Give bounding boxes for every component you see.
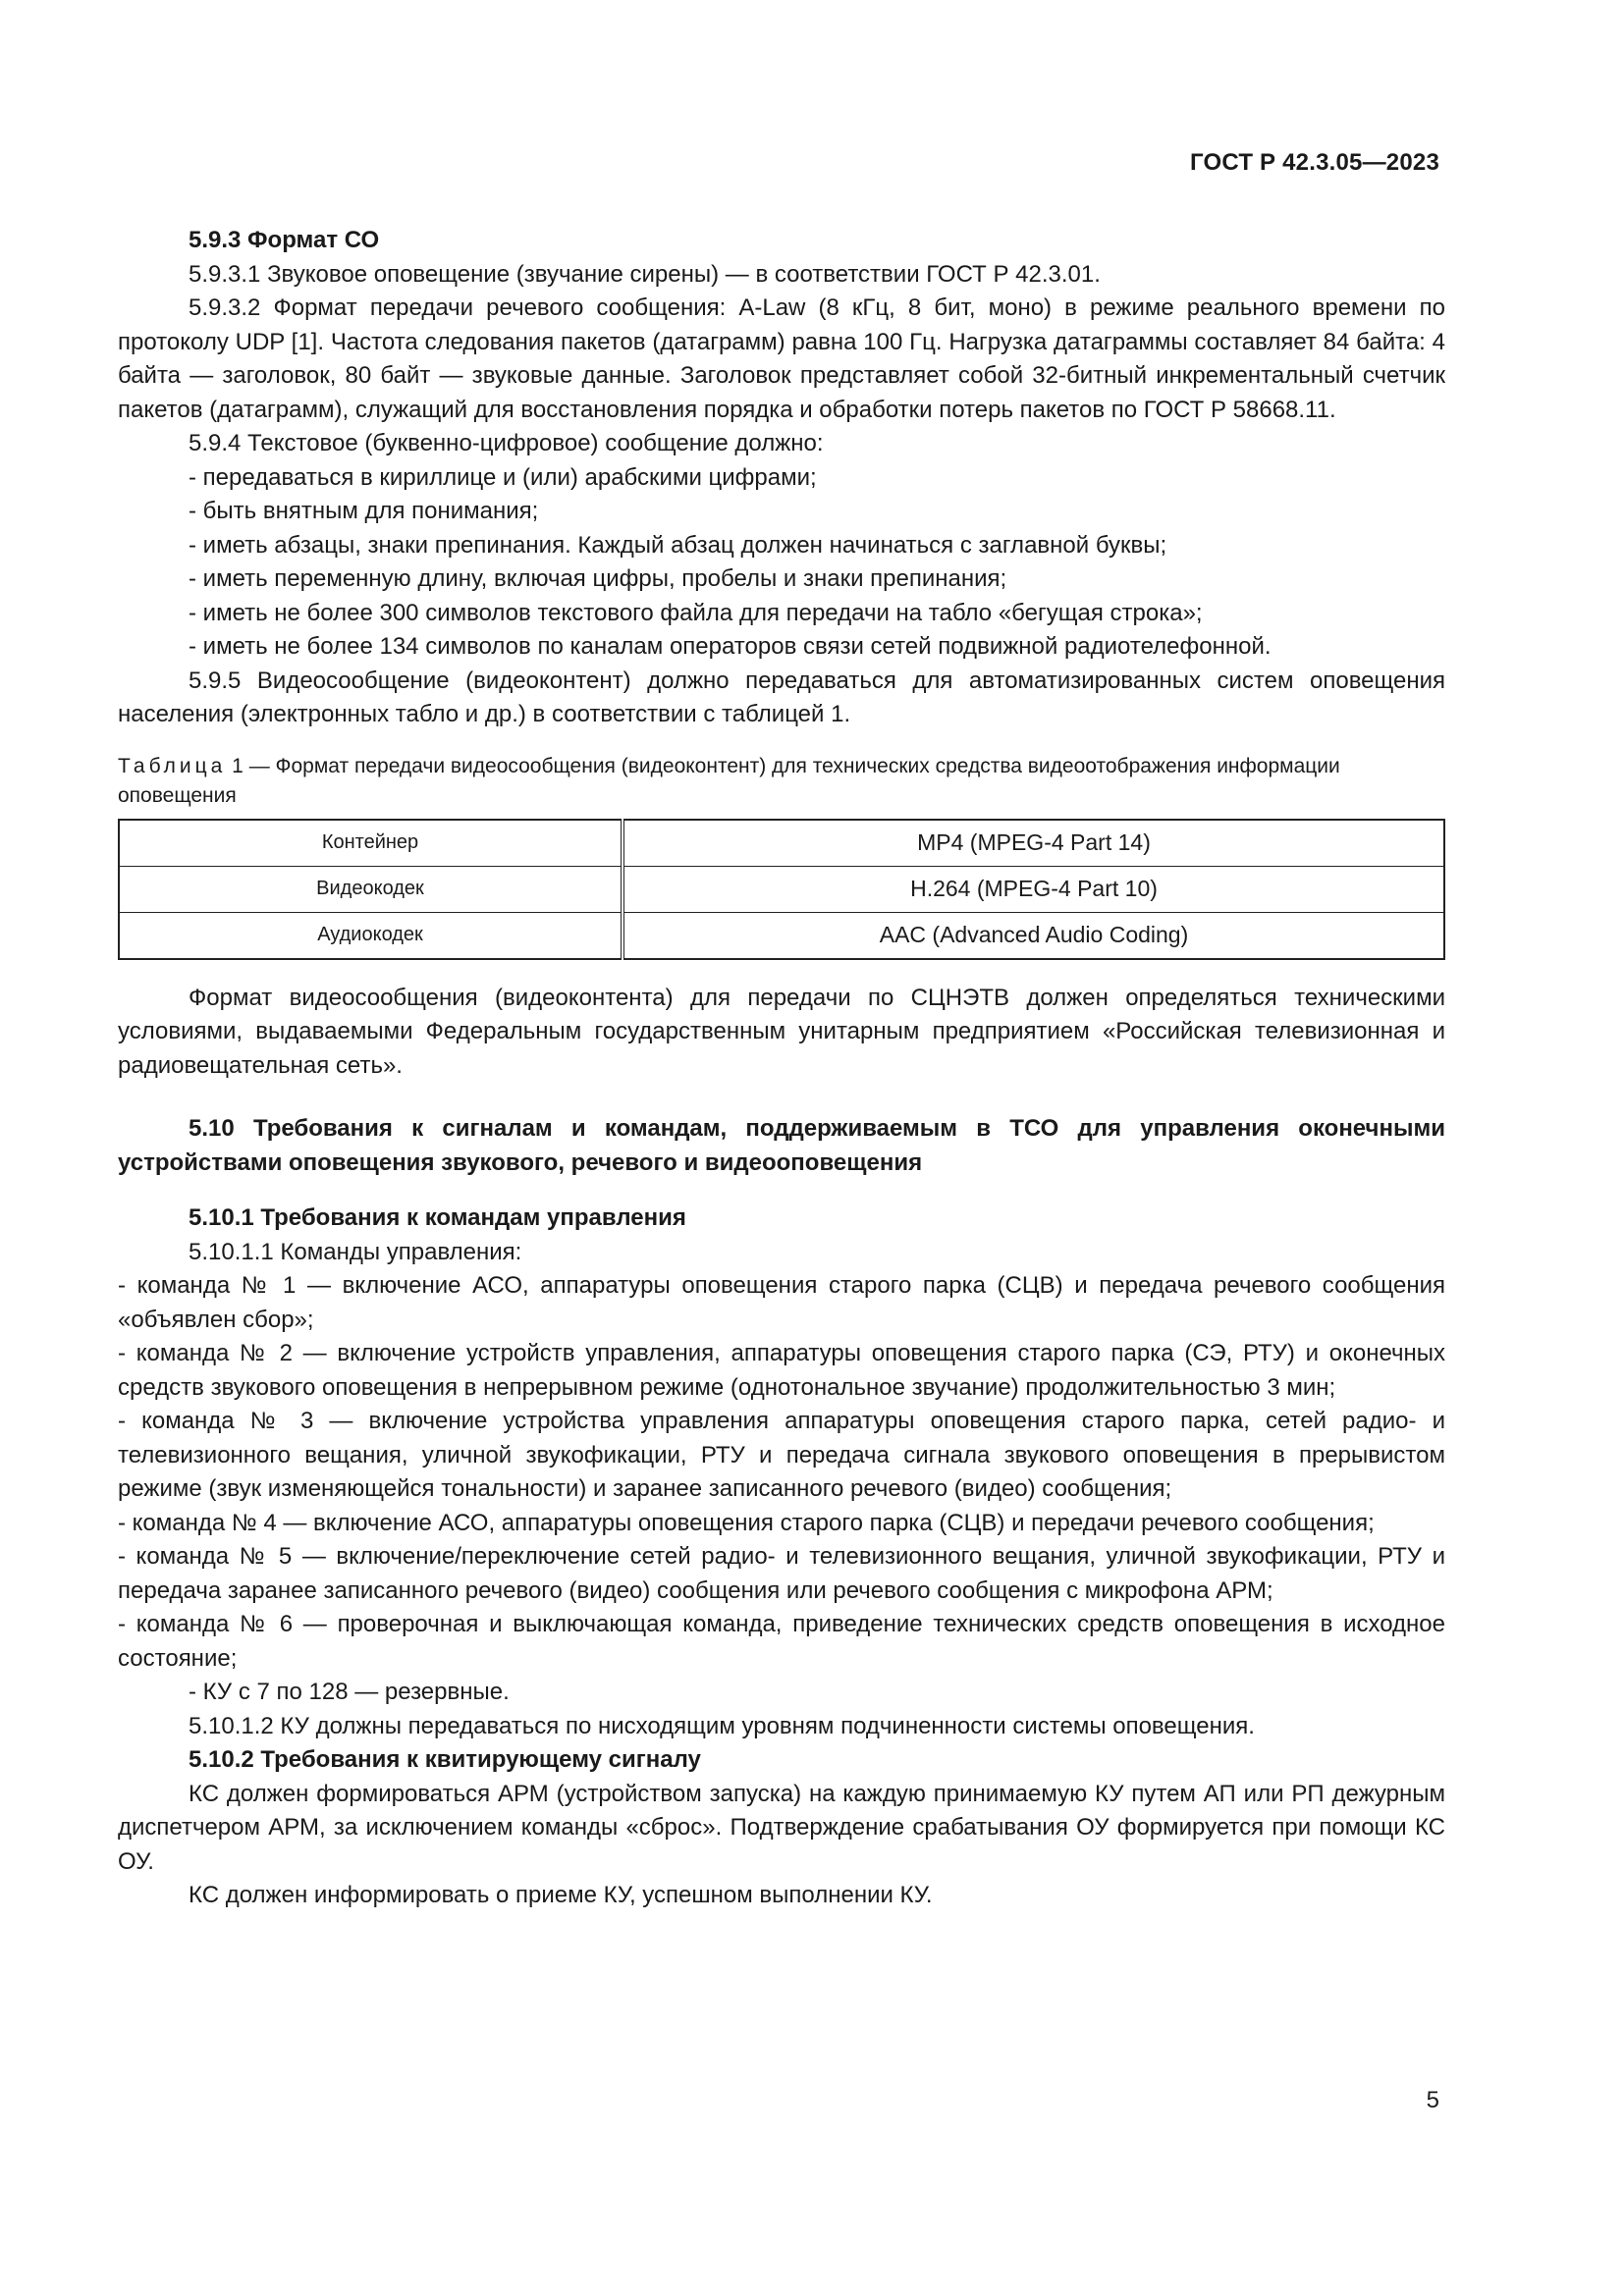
table-cell-key: Контейнер [119,820,623,867]
list-item: - иметь абзацы, знаки препинания. Каждый абзац должен начинаться с заглавной буквы; [189,531,1167,559]
paragraph-ks-1: КС должен формироваться АРМ (устройством запуска) на каждую принимаемую КУ путем АП или РП дежурным диспетчером АРМ, за исключением команды «сброс». Подтверждение срабатывания ОУ формируется при помощи КС ОУ. [118,1780,1445,1875]
video-format-table [118,819,1445,960]
standard-id-header: ГОСТ Р 42.3.05—2023 [1190,149,1439,176]
paragraph-5-9-4-intro: 5.9.4 Текстовое (буквенно-цифровое) сообщение должно: [189,430,824,456]
table-caption [118,752,1445,811]
list-item: - иметь не более 134 символов по каналам операторов связи сетей подвижной радиотелефонной. [189,633,1272,660]
heading-5-10-1: 5.10.1 Требования к командам управления [189,1204,686,1231]
paragraph-ks-2: КС должен информировать о приеме КУ, успешном выполнении КУ. [189,1882,933,1908]
heading-5-9-3: 5.9.3 Формат СО [189,227,380,253]
list-item: - передаваться в кириллице и (или) арабскими цифрами; [189,463,817,491]
paragraph-5-9-3-1: 5.9.3.1 Звуковое оповещение (звучание сирены) — в соответствии ГОСТ Р 42.3.01. [189,260,1101,288]
table-cell-value: MP4 (MPEG-4 Part 14) [623,820,1444,867]
paragraph-5-10-1-2: 5.10.1.2 КУ должны передаваться по нисходящим уровням подчиненности системы оповещения. [189,1712,1255,1739]
table-row [119,912,1444,959]
table-cell-value: AAC (Advanced Audio Coding) [623,912,1444,959]
table-cell-key: Видеокодек [119,866,623,912]
heading-5-10-2: 5.10.2 Требования к квитирующему сигналу [189,1746,701,1773]
reserved-commands: - КУ с 7 по 128 — резервные. [189,1679,510,1705]
paragraph-after-table: Формат видеосообщения (видеоконтента) для передачи по СЦНЭТВ должен определяться техническими условиями, выдаваемыми Федеральным государственным унитарным предприятием «Российская телевизионная и радиовещательная сеть». [118,984,1445,1079]
table-cell-key: Аудиокодек [119,912,623,959]
command-item: - команда № 3 — включение устройства управления аппаратуры оповещения старого парка, сетей радио- и телевизионного вещания, уличной звукофикации, РТУ и передача сигнала звукового оповещения в прерывистом режиме (звук изменяющейся тональности) и заранее записанного речевого (видео) сообщения; [118,1408,1445,1502]
command-item: - команда № 5 — включение/переключение сетей радио- и телевизионного вещания, уличной звукофикации, РТУ и передача заранее записанного речевого (видео) сообщения или речевого сообщения с микрофона АРМ; [118,1543,1445,1604]
paragraph-5-9-3-2: 5.9.3.2 Формат передачи речевого сообщения: A-Law (8 кГц, 8 бит, моно) в режиме реального времени по протоколу UDP [1]. Частота следования пакетов (датаграмм) равна 100 Гц. Нагрузка датаграммы составляет 84 байта: 4 байта — заголовок, 80 байт — звуковые данные. Заголовок представляет собой 32-битный инкрементальный счетчик пакетов (датаграмм), служащий для восстановления порядка и обработки потерь пакетов по ГОСТ Р 58668.11. [118,294,1445,423]
list-item: - быть внятным для понимания; [189,498,539,524]
paragraph-5-9-5: 5.9.5 Видеосообщение (видеоконтент) должно передаваться для автоматизированных систем оповещения населения (электронных табло и др.) в соответствии с таблицей 1. [118,667,1445,727]
list-item: - иметь переменную длину, включая цифры, пробелы и знаки препинания; [189,565,1007,592]
table-cell-value: H.264 (MPEG-4 Part 10) [623,866,1444,912]
command-item: - команда № 1 — включение АСО, аппаратуры оповещения старого парка (СЦВ) и передача речевого сообщения «объявлен сбор»; [118,1272,1445,1333]
list-item: - иметь не более 300 символов текстового файла для передачи на табло «бегущая строка»; [189,599,1203,626]
table-row [119,866,1444,912]
document-body [118,224,1445,1913]
page-number: 5 [1426,2087,1439,2113]
table-caption-text: 1 — Формат передачи видеосообщения (видеоконтент) для технических средства видеоотображения информации оповещения [118,754,1340,807]
table-row [119,820,1444,867]
paragraph-5-10-1-1: 5.10.1.1 Команды управления: [189,1238,522,1265]
command-item: - команда № 2 — включение устройств управления, аппаратуры оповещения старого парка (СЭ, РТУ) и оконечных средств звукового оповещения в непрерывном режиме (однотональное звучание) продолжительностью 3 мин; [118,1340,1445,1401]
heading-5-10: 5.10 Требования к сигналам и командам, поддерживаемым в ТСО для управления оконечными устройствами оповещения звукового, речевого и видеооповещения [118,1115,1445,1176]
command-item: - команда № 6 — проверочная и выключающая команда, приведение технических средств оповещения в исходное состояние; [118,1611,1445,1672]
table-caption-label: Таблица [118,754,227,777]
command-item: - команда № 4 — включение АСО, аппаратуры оповещения старого парка (СЦВ) и передачи речевого сообщения; [118,1509,1375,1536]
